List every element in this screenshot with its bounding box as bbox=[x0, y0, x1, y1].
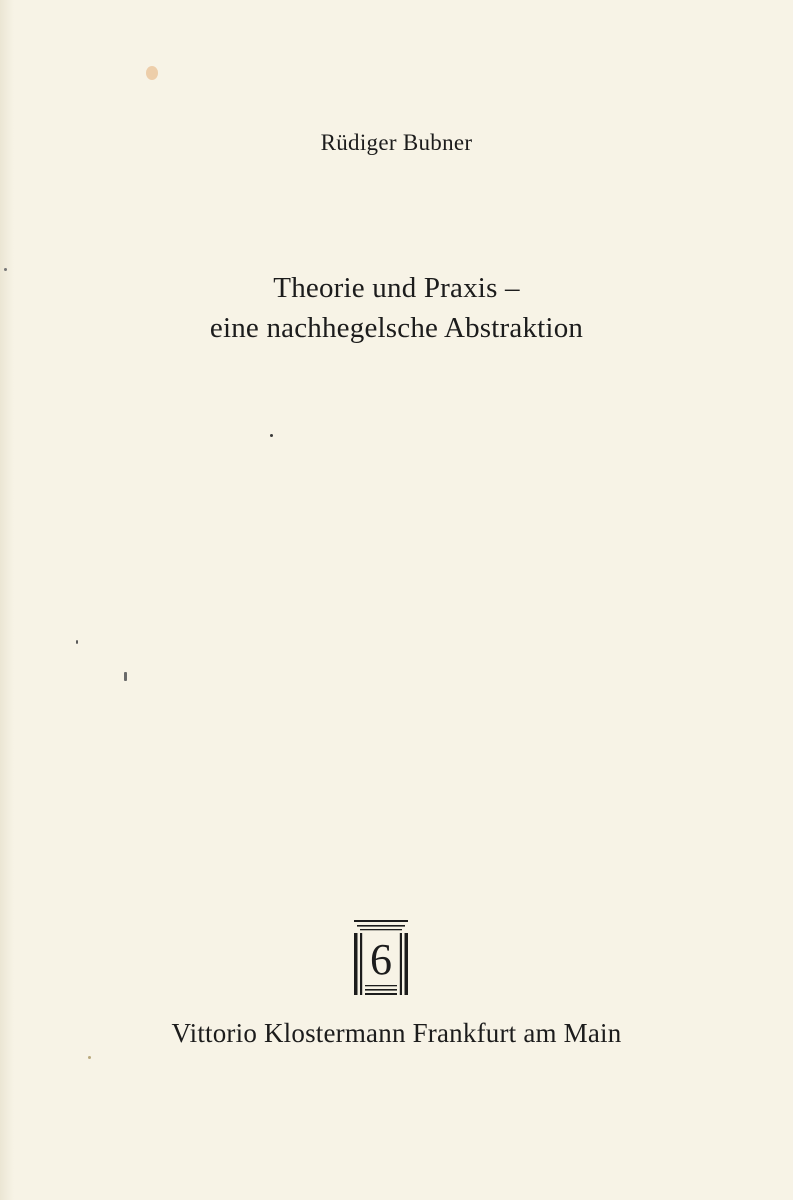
title-line-2: eine nachhegelsche Abstraktion bbox=[209, 312, 584, 344]
klostermann-k-logo-icon bbox=[351, 918, 411, 998]
logo-glyph: 6 bbox=[370, 935, 392, 984]
paper-speck bbox=[88, 1056, 91, 1059]
author-name: Rüdiger Bubner bbox=[320, 130, 473, 155]
title-line-1: Theorie und Praxis – bbox=[273, 272, 520, 304]
paper-speck bbox=[76, 640, 78, 644]
paper-speck bbox=[124, 672, 127, 681]
paper-speck bbox=[270, 434, 273, 437]
paper-stain bbox=[146, 66, 158, 80]
publisher-line: Vittorio Klostermann Frankfurt am Main bbox=[171, 1018, 622, 1048]
book-title bbox=[0, 268, 793, 348]
